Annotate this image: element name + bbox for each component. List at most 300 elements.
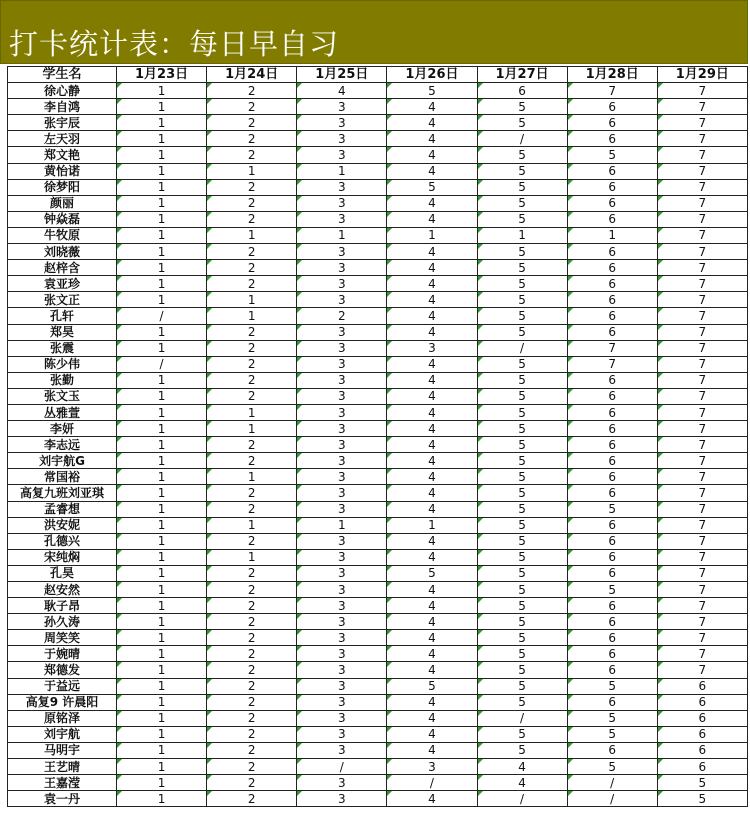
checkin-count-cell[interactable]: 7 (657, 549, 747, 565)
checkin-count-cell[interactable]: 7 (567, 340, 657, 356)
student-name-cell[interactable]: 黄怡诺 (8, 163, 117, 179)
checkin-count-cell[interactable]: 3 (297, 276, 387, 292)
checkin-count-cell[interactable]: 3 (297, 710, 387, 726)
checkin-count-cell[interactable]: 2 (207, 485, 297, 501)
checkin-count-cell[interactable]: 1 (207, 404, 297, 420)
checkin-count-cell[interactable]: 5 (477, 99, 567, 115)
checkin-count-cell[interactable]: 1 (117, 227, 207, 243)
checkin-count-cell[interactable]: 5 (477, 630, 567, 646)
checkin-count-cell[interactable]: 6 (567, 565, 657, 581)
student-name-cell[interactable]: 张文玉 (8, 388, 117, 404)
checkin-count-cell[interactable]: 2 (207, 276, 297, 292)
checkin-count-cell[interactable]: 5 (477, 179, 567, 195)
checkin-count-cell[interactable]: 1 (117, 678, 207, 694)
checkin-count-cell[interactable]: 1 (117, 324, 207, 340)
checkin-count-cell[interactable]: 1 (117, 565, 207, 581)
checkin-count-cell[interactable]: 6 (657, 726, 747, 742)
checkin-count-cell[interactable]: 7 (657, 308, 747, 324)
student-name-cell[interactable]: 张勤 (8, 372, 117, 388)
checkin-count-cell[interactable]: 1 (117, 549, 207, 565)
checkin-count-cell[interactable]: 1 (117, 614, 207, 630)
checkin-count-cell[interactable]: 6 (657, 759, 747, 775)
checkin-count-cell[interactable]: 2 (207, 260, 297, 276)
student-name-cell[interactable]: 张宇辰 (8, 115, 117, 131)
checkin-count-cell[interactable]: 1 (387, 517, 477, 533)
checkin-count-cell[interactable]: 6 (657, 710, 747, 726)
checkin-count-cell[interactable]: 5 (387, 565, 477, 581)
checkin-count-cell[interactable]: 7 (657, 131, 747, 147)
checkin-count-cell[interactable]: 7 (657, 614, 747, 630)
checkin-count-cell[interactable]: 1 (297, 227, 387, 243)
checkin-count-cell[interactable]: 5 (477, 485, 567, 501)
checkin-count-cell[interactable]: 5 (477, 662, 567, 678)
checkin-count-cell[interactable]: 2 (207, 131, 297, 147)
checkin-count-cell[interactable]: 2 (207, 662, 297, 678)
checkin-count-cell[interactable]: 1 (297, 163, 387, 179)
checkin-count-cell[interactable]: 3 (297, 179, 387, 195)
checkin-count-cell[interactable]: 2 (207, 501, 297, 517)
checkin-count-cell[interactable]: 7 (657, 565, 747, 581)
checkin-count-cell[interactable]: / (477, 710, 567, 726)
checkin-count-cell[interactable]: 4 (387, 372, 477, 388)
checkin-count-cell[interactable]: 4 (387, 582, 477, 598)
checkin-count-cell[interactable]: 2 (207, 565, 297, 581)
checkin-count-cell[interactable]: 6 (567, 115, 657, 131)
student-name-cell[interactable]: 赵安然 (8, 582, 117, 598)
checkin-count-cell[interactable]: 7 (657, 662, 747, 678)
checkin-count-cell[interactable]: 5 (387, 179, 477, 195)
student-name-cell[interactable]: 颜丽 (8, 195, 117, 211)
checkin-count-cell[interactable]: 7 (657, 582, 747, 598)
checkin-count-cell[interactable]: 2 (207, 533, 297, 549)
header-name[interactable]: 学生名 (8, 67, 117, 83)
checkin-count-cell[interactable]: 6 (567, 195, 657, 211)
checkin-count-cell[interactable]: 4 (387, 131, 477, 147)
checkin-count-cell[interactable]: 3 (297, 614, 387, 630)
checkin-count-cell[interactable]: 4 (387, 726, 477, 742)
checkin-count-cell[interactable]: 5 (387, 678, 477, 694)
checkin-count-cell[interactable]: 3 (297, 356, 387, 372)
checkin-count-cell[interactable]: 2 (207, 388, 297, 404)
checkin-count-cell[interactable]: 4 (387, 501, 477, 517)
checkin-count-cell[interactable]: 1 (117, 244, 207, 260)
checkin-count-cell[interactable]: 2 (207, 340, 297, 356)
checkin-count-cell[interactable]: 7 (567, 83, 657, 99)
checkin-count-cell[interactable]: 4 (387, 453, 477, 469)
checkin-count-cell[interactable]: 1 (117, 115, 207, 131)
checkin-count-cell[interactable]: 5 (477, 453, 567, 469)
checkin-count-cell[interactable]: 5 (567, 678, 657, 694)
checkin-count-cell[interactable]: 3 (297, 742, 387, 758)
checkin-count-cell[interactable]: 6 (567, 179, 657, 195)
checkin-count-cell[interactable]: 1 (117, 372, 207, 388)
checkin-count-cell[interactable]: 7 (657, 598, 747, 614)
checkin-count-cell[interactable]: 5 (477, 614, 567, 630)
checkin-count-cell[interactable]: 5 (387, 83, 477, 99)
student-name-cell[interactable]: 孔德兴 (8, 533, 117, 549)
checkin-count-cell[interactable]: 1 (117, 404, 207, 420)
checkin-count-cell[interactable]: 1 (117, 582, 207, 598)
checkin-count-cell[interactable]: 1 (207, 292, 297, 308)
checkin-count-cell[interactable]: 3 (297, 404, 387, 420)
student-name-cell[interactable]: 袁亚珍 (8, 276, 117, 292)
checkin-count-cell[interactable]: 6 (567, 646, 657, 662)
checkin-count-cell[interactable]: 7 (567, 356, 657, 372)
checkin-count-cell[interactable]: 1 (117, 211, 207, 227)
checkin-count-cell[interactable]: 1 (117, 147, 207, 163)
checkin-count-cell[interactable]: 7 (657, 388, 747, 404)
checkin-count-cell[interactable]: 1 (117, 710, 207, 726)
checkin-count-cell[interactable]: 5 (477, 678, 567, 694)
checkin-count-cell[interactable]: 1 (477, 227, 567, 243)
checkin-count-cell[interactable]: 1 (207, 517, 297, 533)
checkin-count-cell[interactable]: 7 (657, 276, 747, 292)
checkin-count-cell[interactable]: 5 (567, 582, 657, 598)
student-name-cell[interactable]: 高复9 许晨阳 (8, 694, 117, 710)
checkin-count-cell[interactable]: 3 (297, 131, 387, 147)
checkin-count-cell[interactable]: 6 (567, 630, 657, 646)
checkin-count-cell[interactable]: 5 (477, 292, 567, 308)
checkin-count-cell[interactable]: 7 (657, 404, 747, 420)
checkin-count-cell[interactable]: 6 (567, 421, 657, 437)
checkin-count-cell[interactable]: 3 (297, 775, 387, 791)
checkin-count-cell[interactable]: 4 (387, 292, 477, 308)
checkin-count-cell[interactable]: 4 (387, 791, 477, 807)
checkin-count-cell[interactable]: 2 (207, 775, 297, 791)
checkin-count-cell[interactable]: 3 (297, 533, 387, 549)
checkin-count-cell[interactable]: 5 (477, 163, 567, 179)
checkin-count-cell[interactable]: 3 (297, 340, 387, 356)
checkin-count-cell[interactable]: 5 (477, 308, 567, 324)
checkin-count-cell[interactable]: 3 (297, 646, 387, 662)
checkin-count-cell[interactable]: 1 (117, 163, 207, 179)
checkin-count-cell[interactable]: 7 (657, 227, 747, 243)
checkin-count-cell[interactable]: 2 (207, 614, 297, 630)
student-name-cell[interactable]: 孔轩 (8, 308, 117, 324)
student-name-cell[interactable]: 王艺晴 (8, 759, 117, 775)
header-date[interactable]: 1月24日 (207, 67, 297, 83)
checkin-count-cell[interactable]: 4 (387, 356, 477, 372)
checkin-count-cell[interactable]: 6 (567, 163, 657, 179)
checkin-count-cell[interactable]: 5 (477, 726, 567, 742)
student-name-cell[interactable]: 刘宇航 (8, 726, 117, 742)
student-name-cell[interactable]: 周笑笑 (8, 630, 117, 646)
student-name-cell[interactable]: 张文正 (8, 292, 117, 308)
checkin-count-cell[interactable]: 3 (297, 598, 387, 614)
checkin-count-cell[interactable]: / (477, 340, 567, 356)
checkin-count-cell[interactable]: 6 (567, 292, 657, 308)
checkin-count-cell[interactable]: 3 (297, 244, 387, 260)
checkin-count-cell[interactable]: / (567, 791, 657, 807)
student-name-cell[interactable]: 孟睿想 (8, 501, 117, 517)
checkin-count-cell[interactable]: 2 (207, 582, 297, 598)
checkin-count-cell[interactable]: 5 (477, 437, 567, 453)
student-name-cell[interactable]: 王嘉滢 (8, 775, 117, 791)
checkin-count-cell[interactable]: 6 (567, 308, 657, 324)
checkin-count-cell[interactable]: 4 (387, 195, 477, 211)
checkin-count-cell[interactable]: 6 (567, 485, 657, 501)
checkin-count-cell[interactable]: 3 (297, 115, 387, 131)
checkin-count-cell[interactable]: 1 (117, 759, 207, 775)
student-name-cell[interactable]: 刘宇航G (8, 453, 117, 469)
header-date[interactable]: 1月23日 (117, 67, 207, 83)
checkin-count-cell[interactable]: 1 (117, 646, 207, 662)
checkin-count-cell[interactable]: 1 (207, 421, 297, 437)
checkin-count-cell[interactable]: 3 (297, 630, 387, 646)
checkin-count-cell[interactable]: 5 (477, 694, 567, 710)
checkin-count-cell[interactable]: 5 (477, 469, 567, 485)
checkin-count-cell[interactable]: 7 (657, 501, 747, 517)
checkin-count-cell[interactable]: 2 (207, 179, 297, 195)
checkin-count-cell[interactable]: 7 (657, 83, 747, 99)
checkin-count-cell[interactable]: 7 (657, 244, 747, 260)
checkin-count-cell[interactable]: 7 (657, 437, 747, 453)
checkin-count-cell[interactable]: 5 (477, 244, 567, 260)
checkin-count-cell[interactable]: 4 (387, 308, 477, 324)
header-date[interactable]: 1月28日 (567, 67, 657, 83)
checkin-count-cell[interactable]: 5 (657, 791, 747, 807)
checkin-count-cell[interactable]: 3 (297, 726, 387, 742)
checkin-count-cell[interactable]: 1 (207, 163, 297, 179)
checkin-count-cell[interactable]: 5 (567, 726, 657, 742)
checkin-count-cell[interactable]: 2 (207, 710, 297, 726)
checkin-count-cell[interactable]: 1 (117, 662, 207, 678)
checkin-count-cell[interactable]: 1 (567, 227, 657, 243)
checkin-count-cell[interactable]: 5 (477, 742, 567, 758)
checkin-count-cell[interactable]: 2 (207, 147, 297, 163)
checkin-count-cell[interactable]: 4 (387, 163, 477, 179)
checkin-count-cell[interactable]: 3 (297, 662, 387, 678)
checkin-count-cell[interactable]: 4 (387, 614, 477, 630)
checkin-count-cell[interactable]: 7 (657, 163, 747, 179)
checkin-count-cell[interactable]: 4 (387, 469, 477, 485)
checkin-count-cell[interactable]: 7 (657, 147, 747, 163)
checkin-count-cell[interactable]: 4 (387, 244, 477, 260)
checkin-count-cell[interactable]: 5 (477, 549, 567, 565)
checkin-count-cell[interactable]: 2 (207, 726, 297, 742)
student-name-cell[interactable]: 牛牧原 (8, 227, 117, 243)
checkin-count-cell[interactable]: 2 (207, 437, 297, 453)
checkin-count-cell[interactable]: 7 (657, 115, 747, 131)
checkin-count-cell[interactable]: 4 (477, 775, 567, 791)
checkin-count-cell[interactable]: 6 (567, 260, 657, 276)
checkin-count-cell[interactable]: 7 (657, 630, 747, 646)
checkin-count-cell[interactable]: 1 (117, 598, 207, 614)
checkin-count-cell[interactable]: 5 (477, 211, 567, 227)
checkin-count-cell[interactable]: 5 (567, 147, 657, 163)
checkin-count-cell[interactable]: 1 (117, 131, 207, 147)
checkin-count-cell[interactable]: 3 (297, 147, 387, 163)
checkin-count-cell[interactable]: 5 (567, 710, 657, 726)
student-name-cell[interactable]: 原铭泽 (8, 710, 117, 726)
checkin-count-cell[interactable]: 7 (657, 179, 747, 195)
checkin-count-cell[interactable]: 6 (567, 598, 657, 614)
checkin-count-cell[interactable]: 5 (477, 517, 567, 533)
checkin-count-cell[interactable]: 1 (117, 485, 207, 501)
checkin-count-cell[interactable]: 3 (297, 694, 387, 710)
checkin-count-cell[interactable]: 4 (387, 404, 477, 420)
checkin-count-cell[interactable]: 3 (297, 421, 387, 437)
checkin-count-cell[interactable]: 6 (567, 533, 657, 549)
student-name-cell[interactable]: 郑昊 (8, 324, 117, 340)
checkin-count-cell[interactable]: 1 (117, 517, 207, 533)
checkin-count-cell[interactable]: 6 (567, 324, 657, 340)
checkin-count-cell[interactable]: 1 (117, 83, 207, 99)
checkin-count-cell[interactable]: 1 (117, 694, 207, 710)
checkin-count-cell[interactable]: 4 (387, 260, 477, 276)
student-name-cell[interactable]: 左天羽 (8, 131, 117, 147)
checkin-count-cell[interactable]: 5 (477, 356, 567, 372)
student-name-cell[interactable]: 洪安妮 (8, 517, 117, 533)
checkin-count-cell[interactable]: / (387, 775, 477, 791)
checkin-count-cell[interactable]: 4 (387, 211, 477, 227)
checkin-count-cell[interactable]: 2 (207, 598, 297, 614)
checkin-count-cell[interactable]: 2 (207, 115, 297, 131)
checkin-count-cell[interactable]: 2 (207, 324, 297, 340)
checkin-count-cell[interactable]: 1 (117, 437, 207, 453)
checkin-count-cell[interactable]: 7 (657, 517, 747, 533)
checkin-count-cell[interactable]: 1 (117, 292, 207, 308)
checkin-count-cell[interactable]: 7 (657, 646, 747, 662)
checkin-count-cell[interactable]: 6 (567, 404, 657, 420)
checkin-count-cell[interactable]: 4 (387, 324, 477, 340)
student-name-cell[interactable]: 郑文艳 (8, 147, 117, 163)
checkin-count-cell[interactable]: 6 (567, 276, 657, 292)
checkin-count-cell[interactable]: 7 (657, 485, 747, 501)
student-name-cell[interactable]: 常国裕 (8, 469, 117, 485)
checkin-count-cell[interactable]: 1 (117, 179, 207, 195)
student-name-cell[interactable]: 徐梦阳 (8, 179, 117, 195)
checkin-count-cell[interactable]: 6 (567, 469, 657, 485)
checkin-count-cell[interactable]: 3 (297, 549, 387, 565)
checkin-count-cell[interactable]: 3 (297, 324, 387, 340)
checkin-count-cell[interactable]: 6 (567, 453, 657, 469)
checkin-count-cell[interactable]: 4 (387, 388, 477, 404)
checkin-count-cell[interactable]: 4 (387, 276, 477, 292)
checkin-count-cell[interactable]: 4 (387, 630, 477, 646)
checkin-count-cell[interactable]: 5 (477, 115, 567, 131)
checkin-count-cell[interactable]: 7 (657, 533, 747, 549)
student-name-cell[interactable]: 刘晓薇 (8, 244, 117, 260)
checkin-count-cell[interactable]: 5 (477, 582, 567, 598)
checkin-count-cell[interactable]: 7 (657, 292, 747, 308)
checkin-count-cell[interactable]: / (297, 759, 387, 775)
checkin-count-cell[interactable]: 3 (297, 565, 387, 581)
checkin-count-cell[interactable]: 1 (207, 549, 297, 565)
checkin-count-cell[interactable]: 6 (567, 549, 657, 565)
student-name-cell[interactable]: 徐心静 (8, 83, 117, 99)
checkin-count-cell[interactable]: 2 (207, 244, 297, 260)
checkin-count-cell[interactable]: 2 (207, 791, 297, 807)
checkin-count-cell[interactable]: 7 (657, 453, 747, 469)
checkin-count-cell[interactable]: 1 (117, 501, 207, 517)
checkin-count-cell[interactable]: 2 (207, 630, 297, 646)
checkin-count-cell[interactable]: 1 (117, 276, 207, 292)
checkin-count-cell[interactable]: 3 (297, 99, 387, 115)
checkin-count-cell[interactable]: 5 (567, 501, 657, 517)
checkin-count-cell[interactable]: 6 (567, 614, 657, 630)
student-name-cell[interactable]: 李自鸿 (8, 99, 117, 115)
student-name-cell[interactable]: 孔昊 (8, 565, 117, 581)
checkin-count-cell[interactable]: 5 (567, 759, 657, 775)
checkin-count-cell[interactable]: 4 (387, 437, 477, 453)
checkin-count-cell[interactable]: 7 (657, 356, 747, 372)
checkin-count-cell[interactable]: / (567, 775, 657, 791)
checkin-count-cell[interactable]: 5 (477, 404, 567, 420)
checkin-count-cell[interactable]: / (477, 791, 567, 807)
checkin-count-cell[interactable]: 1 (117, 469, 207, 485)
checkin-count-cell[interactable]: 1 (117, 195, 207, 211)
student-name-cell[interactable]: 张震 (8, 340, 117, 356)
checkin-count-cell[interactable]: 2 (207, 694, 297, 710)
student-name-cell[interactable]: 钟焱磊 (8, 211, 117, 227)
checkin-count-cell[interactable]: 1 (117, 742, 207, 758)
checkin-count-cell[interactable]: 3 (297, 678, 387, 694)
checkin-count-cell[interactable]: 3 (297, 372, 387, 388)
checkin-count-cell[interactable]: 2 (207, 759, 297, 775)
student-name-cell[interactable]: 陈少伟 (8, 356, 117, 372)
checkin-count-cell[interactable]: 1 (117, 726, 207, 742)
checkin-count-cell[interactable]: 7 (657, 469, 747, 485)
checkin-count-cell[interactable]: 4 (387, 598, 477, 614)
checkin-count-cell[interactable]: 4 (297, 83, 387, 99)
checkin-count-cell[interactable]: 7 (657, 421, 747, 437)
checkin-count-cell[interactable]: 3 (387, 759, 477, 775)
checkin-count-cell[interactable]: 6 (567, 244, 657, 260)
checkin-count-cell[interactable]: 1 (207, 227, 297, 243)
checkin-count-cell[interactable]: 6 (567, 211, 657, 227)
checkin-count-cell[interactable]: 3 (297, 582, 387, 598)
student-name-cell[interactable]: 李妍 (8, 421, 117, 437)
checkin-count-cell[interactable]: 7 (657, 372, 747, 388)
checkin-count-cell[interactable]: 1 (117, 340, 207, 356)
header-date[interactable]: 1月26日 (387, 67, 477, 83)
checkin-count-cell[interactable]: 7 (657, 340, 747, 356)
checkin-count-cell[interactable]: 4 (387, 485, 477, 501)
checkin-count-cell[interactable]: 4 (387, 710, 477, 726)
checkin-count-cell[interactable]: 5 (477, 260, 567, 276)
checkin-count-cell[interactable]: 2 (207, 646, 297, 662)
checkin-count-cell[interactable]: 2 (207, 99, 297, 115)
checkin-count-cell[interactable]: 2 (207, 742, 297, 758)
checkin-count-cell[interactable]: 5 (477, 533, 567, 549)
checkin-count-cell[interactable]: 6 (567, 388, 657, 404)
checkin-count-cell[interactable]: 4 (387, 662, 477, 678)
header-date[interactable]: 1月25日 (297, 67, 387, 83)
checkin-count-cell[interactable]: 6 (567, 694, 657, 710)
checkin-count-cell[interactable]: 6 (567, 437, 657, 453)
checkin-count-cell[interactable]: 3 (297, 260, 387, 276)
checkin-count-cell[interactable]: 3 (387, 340, 477, 356)
checkin-count-cell[interactable]: 6 (657, 678, 747, 694)
student-name-cell[interactable]: 于婉晴 (8, 646, 117, 662)
checkin-count-cell[interactable]: 4 (387, 549, 477, 565)
student-name-cell[interactable]: 马明宇 (8, 742, 117, 758)
student-name-cell[interactable]: 耿子昂 (8, 598, 117, 614)
checkin-count-cell[interactable]: / (477, 131, 567, 147)
checkin-count-cell[interactable]: 4 (477, 759, 567, 775)
checkin-count-cell[interactable]: 1 (117, 99, 207, 115)
checkin-count-cell[interactable]: 3 (297, 501, 387, 517)
checkin-count-cell[interactable]: 7 (657, 99, 747, 115)
checkin-count-cell[interactable]: 6 (567, 131, 657, 147)
student-name-cell[interactable]: 赵梓含 (8, 260, 117, 276)
checkin-count-cell[interactable]: 2 (207, 372, 297, 388)
checkin-count-cell[interactable]: 3 (297, 453, 387, 469)
student-name-cell[interactable]: 孙久涛 (8, 614, 117, 630)
checkin-count-cell[interactable]: / (117, 308, 207, 324)
checkin-count-cell[interactable]: 1 (297, 517, 387, 533)
